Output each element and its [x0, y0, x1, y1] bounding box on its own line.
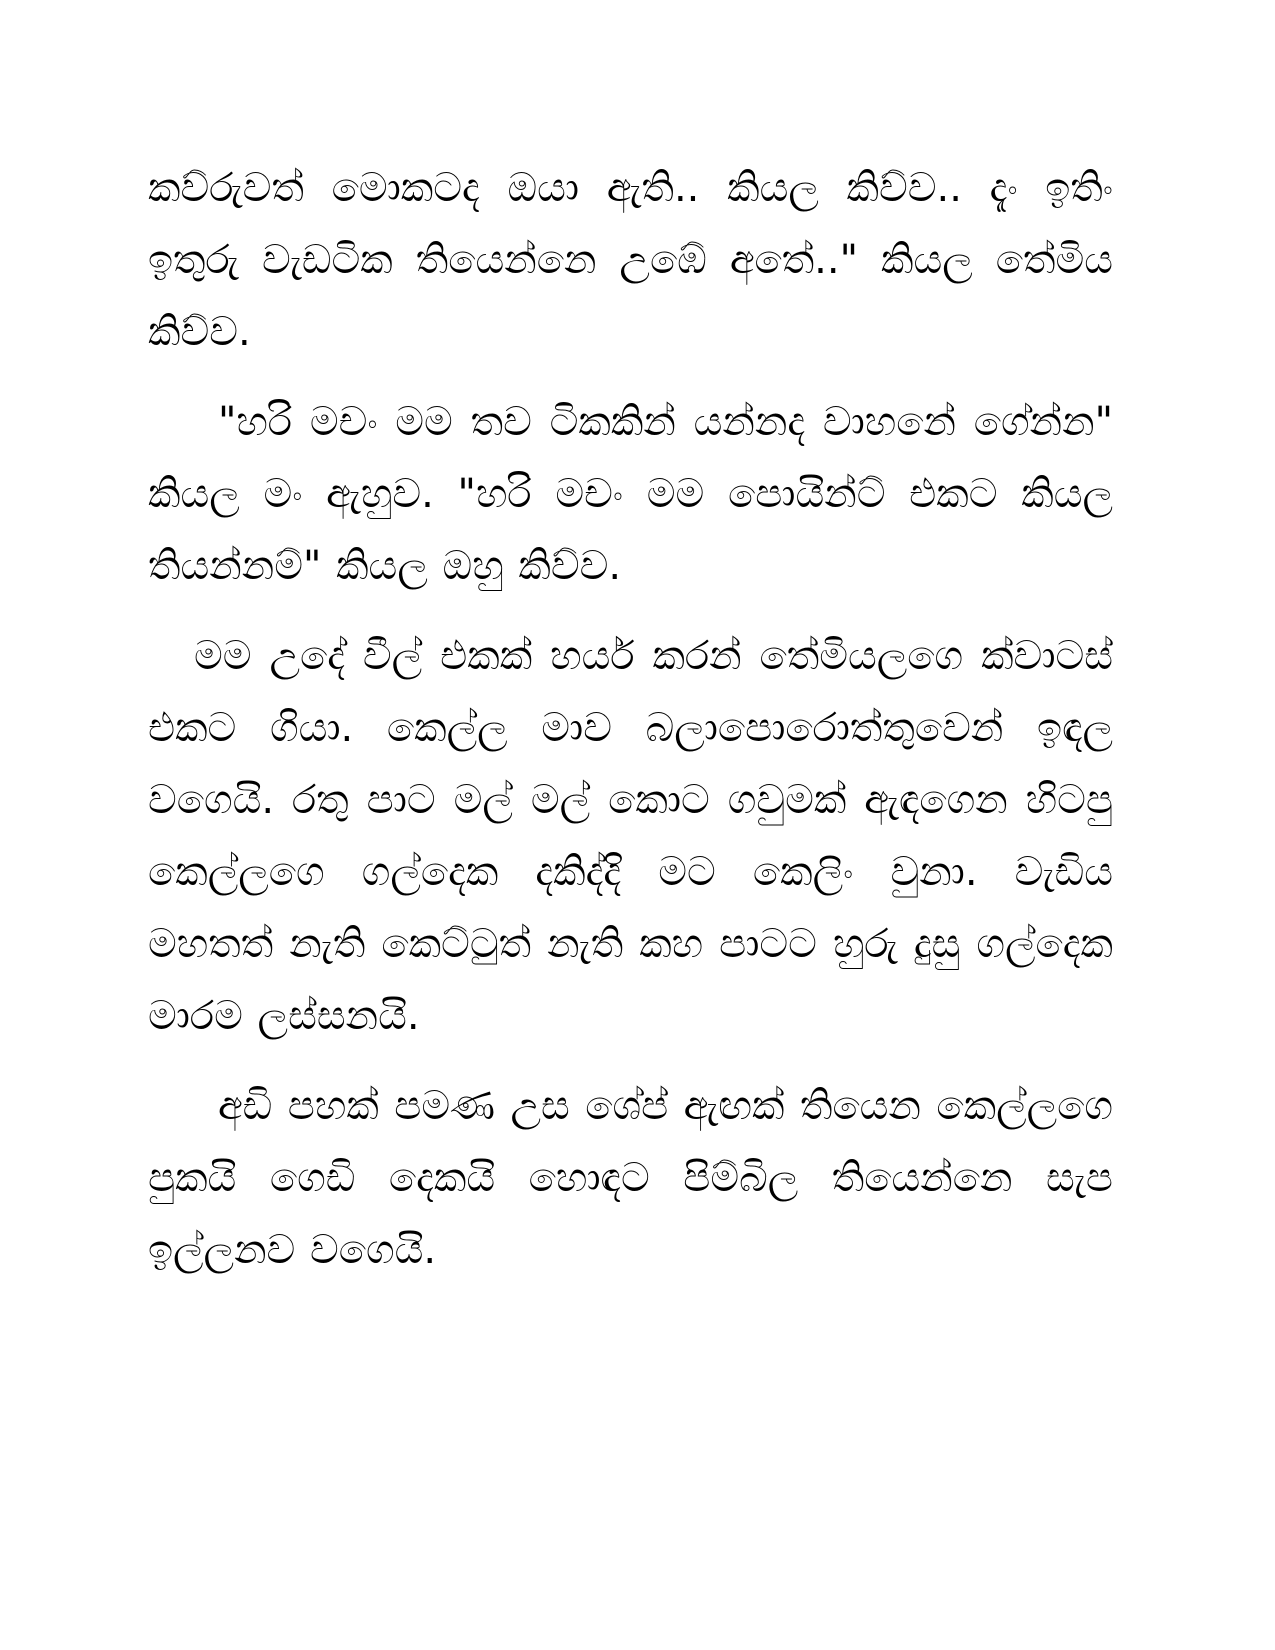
paragraph-1: කව්රුවත් මොකටද ඔයා ඇති.. කියල කිව්ව.. දැං ඉතිං ඉතුරු වැඩටික තියෙන්නෙ උඹේ අතේ.." කියල තේමිය කිව්ව. [148, 165, 1113, 355]
paragraph-2: "හරි මචං මම තව ටිකකින් යන්නද වාහනේ ගේන්න" කියල මං ඇහුව. "හරි මචං මම පොයින්ට් එකට කියල තියන්නම්" කියල ඔහු කිව්ව. [148, 399, 1113, 589]
paragraph-3: මම උදේ වීල් එකක් හයර් කරන් තේමියලගෙ ක්වාටස් එකට ගියා. කෙල්ල මාව බලාපොරොත්තුවෙන් ඉඳල වගෙයි. රතු පාට මල් මල් කොට ගවුමක් ඇඳගෙන හිටපු කෙල්ලගෙ ගල්දෙක දකිද්දි මට කෙලිං වුනා. වැඩිය මහතත් නැති කෙට්ටුත් නැති කහ පාටට හුරු දුසු ගල්දෙක මාරම ලස්සනයි. [148, 633, 1113, 1039]
story-text [148, 152, 1113, 1304]
paragraph-4: අඩි පහක් පමණ උස ශේප් ඇඟක් තියෙන කෙල්ලගෙ පුකයි ගෙඩි දෙකයි හොඳට පිම්බිල තියෙන්නෙ සැප ඉල්ලනව වගෙයි. [148, 1083, 1113, 1273]
